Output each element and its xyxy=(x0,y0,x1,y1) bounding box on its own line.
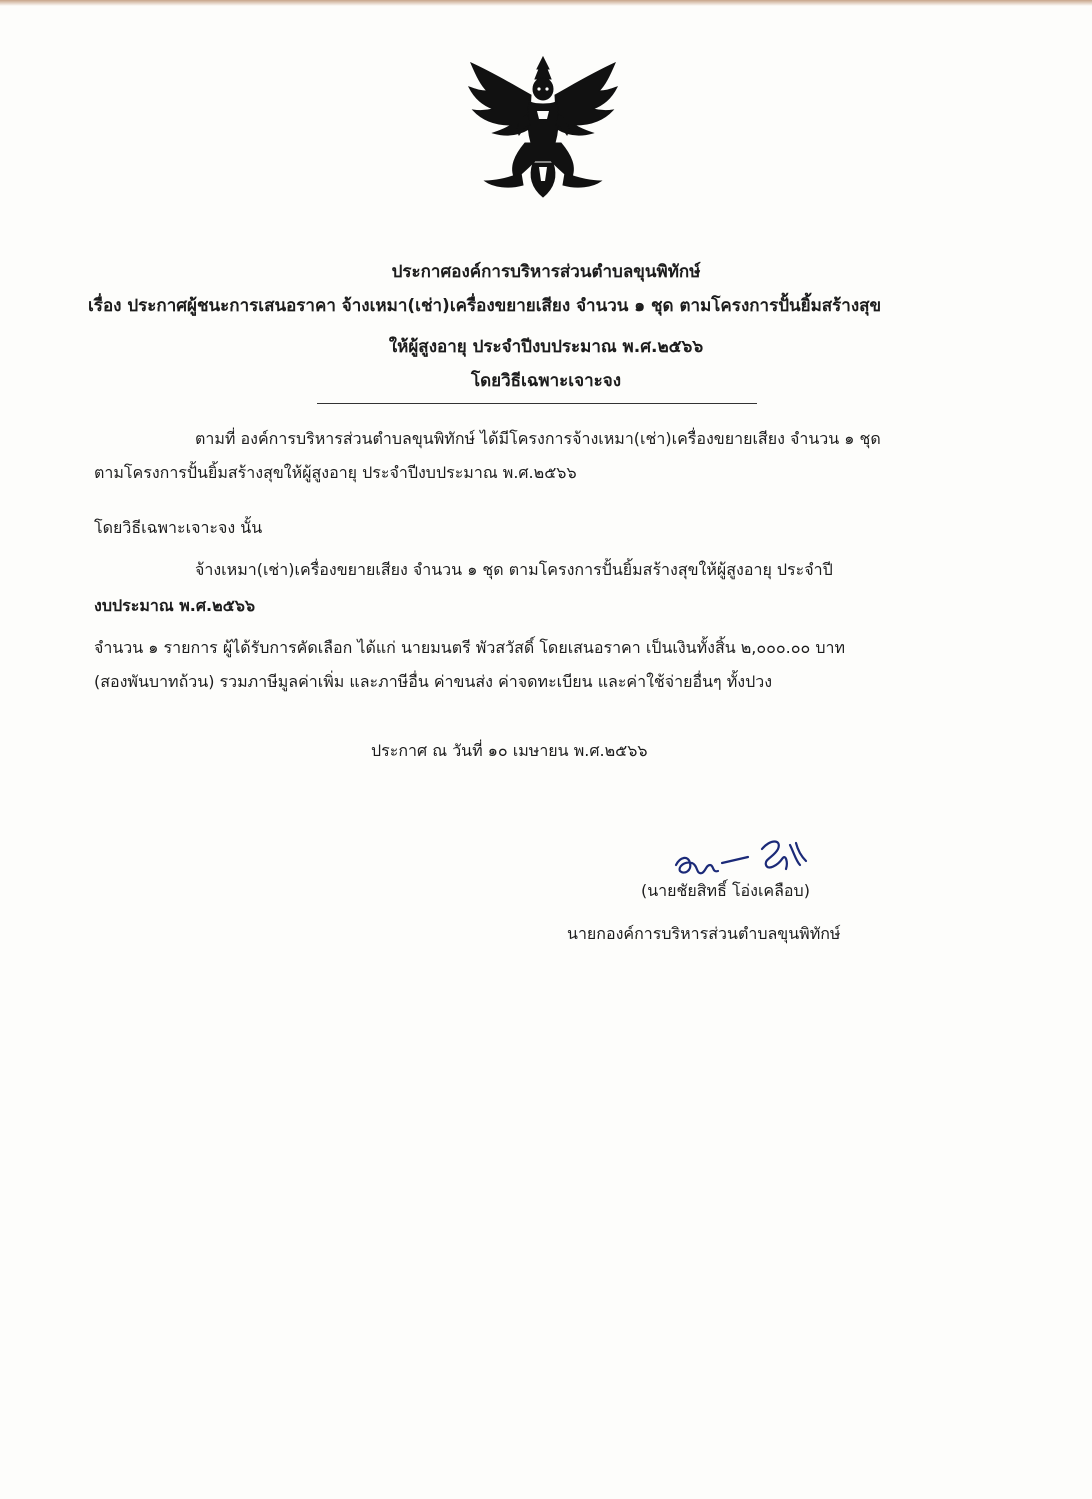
paragraph-1-line-2: ตามโครงการปั้นยิ้มสร้างสุขให้ผู้สูงอายุ ประจำปีงบประมาณ พ.ศ.๒๕๖๖ xyxy=(94,463,577,482)
paragraph-4-line-1: จำนวน ๑ รายการ ผู้ได้รับการคัดเลือก ได้แก่ นายมนตรี พัวสวัสดิ์ โดยเสนอราคา เป็นเงินทั้งสิ้น ๒,๐๐๐.๐๐ บาท xyxy=(94,638,846,657)
paragraph-1-line-1: ตามที่ องค์การบริหารส่วนตำบลขุนพิทักษ์ ได้มีโครงการจ้างเหมา(เช่า)เครื่องขยายเสียง จำนวน ๑ ชุด xyxy=(195,429,881,448)
paragraph-4-line-2: (สองพันบาทถ้วน) รวมภาษีมูลค่าเพิ่ม และภาษีอื่น ค่าขนส่ง ค่าจดทะเบียน และค่าใช้จ่ายอื่นๆ ทั้งปวง xyxy=(94,672,773,691)
garuda-emblem-icon xyxy=(463,55,623,200)
paragraph-3-line-2: งบประมาณ พ.ศ.๒๕๖๖ xyxy=(94,596,256,615)
announcement-title: ประกาศองค์การบริหารส่วนตำบลขุนพิทักษ์ xyxy=(391,262,701,282)
title-divider xyxy=(317,403,757,404)
announcement-date: ประกาศ ณ วันที่ ๑๐ เมษายน พ.ศ.๒๕๖๖ xyxy=(371,741,648,760)
handwritten-signature xyxy=(670,835,830,885)
paragraph-2: โดยวิธีเฉพาะเจาะจง นั้น xyxy=(94,518,263,537)
procurement-method: โดยวิธีเฉพาะเจาะจง xyxy=(470,371,622,391)
announcement-subject: เรื่อง ประกาศผู้ชนะการเสนอราคา จ้างเหมา(เช่า)เครื่องขยายเสียง จำนวน ๑ ชุด ตามโครงการปั้นยิ้มสร้างสุข xyxy=(88,296,882,316)
scan-edge xyxy=(0,0,1092,6)
paragraph-3-line-1: จ้างเหมา(เช่า)เครื่องขยายเสียง จำนวน ๑ ชุด ตามโครงการปั้นยิ้มสร้างสุขให้ผู้สูงอายุ ประจำปี xyxy=(195,560,833,579)
signatory-title: นายกองค์การบริหารส่วนตำบลขุนพิทักษ์ xyxy=(567,924,841,943)
announcement-subject-continued: ให้ผู้สูงอายุ ประจำปีงบประมาณ พ.ศ.๒๕๖๖ xyxy=(388,337,704,357)
signatory-name: (นายชัยสิทธิ์ โอ่งเคลือบ) xyxy=(641,881,810,900)
